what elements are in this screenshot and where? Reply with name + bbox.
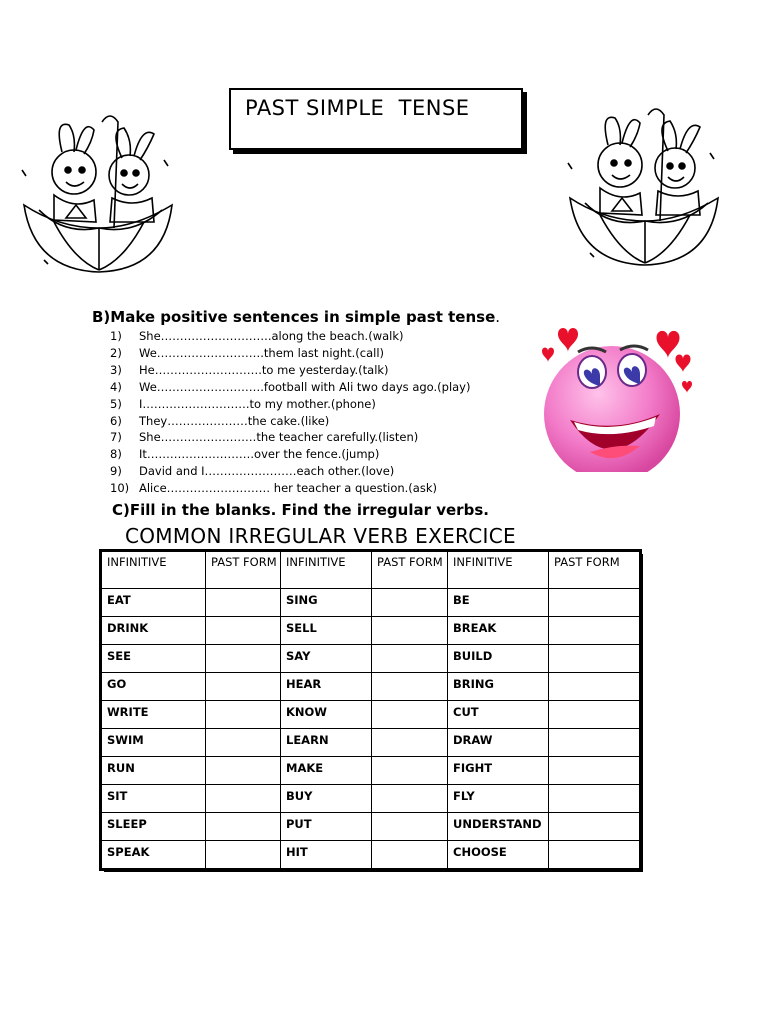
item-text: She………………………..along the beach.(walk) xyxy=(139,329,404,343)
table-row xyxy=(102,701,640,729)
past-form-blank[interactable] xyxy=(549,701,640,729)
past-form-blank[interactable] xyxy=(549,673,640,701)
list-item xyxy=(110,396,470,413)
infinitive-cell: UNDERSTAND xyxy=(448,813,549,841)
list-item xyxy=(110,362,470,379)
past-form-blank[interactable] xyxy=(206,729,281,757)
infinitive-cell: GO xyxy=(102,673,206,701)
item-number: 7) xyxy=(110,430,122,445)
past-form-blank[interactable] xyxy=(206,701,281,729)
list-item xyxy=(110,328,470,345)
list-item xyxy=(110,446,470,463)
item-number: 8) xyxy=(110,447,122,462)
past-form-blank[interactable] xyxy=(372,645,448,673)
table-row xyxy=(102,757,640,785)
item-text: We……………………….football with Ali two days ago.(play) xyxy=(139,379,471,394)
page-title-box xyxy=(229,88,523,150)
header-infinitive: INFINITIVE xyxy=(448,552,549,589)
item-number: 2) xyxy=(110,345,122,360)
item-number: 4) xyxy=(110,379,122,394)
list-item xyxy=(110,463,470,480)
past-form-blank[interactable] xyxy=(372,757,448,785)
page-title: PAST SIMPLE TENSE xyxy=(245,96,470,120)
header-infinitive: INFINITIVE xyxy=(281,552,372,589)
section-c-heading-period: . xyxy=(483,501,489,519)
list-item xyxy=(110,345,470,362)
bunny-boat-illustration-right xyxy=(560,103,725,273)
past-form-blank[interactable] xyxy=(372,617,448,645)
past-form-blank[interactable] xyxy=(372,785,448,813)
infinitive-cell: BE xyxy=(448,589,549,617)
infinitive-cell: FLY xyxy=(448,785,549,813)
header-past-form: PAST FORM xyxy=(206,552,281,589)
header-past-form: PAST FORM xyxy=(372,552,448,589)
table-header-row xyxy=(102,552,640,589)
table-row xyxy=(102,841,640,869)
header-infinitive: INFINITIVE xyxy=(102,552,206,589)
past-form-blank[interactable] xyxy=(549,757,640,785)
past-form-blank[interactable] xyxy=(206,785,281,813)
past-form-blank[interactable] xyxy=(206,757,281,785)
infinitive-cell: CUT xyxy=(448,701,549,729)
infinitive-cell: DRAW xyxy=(448,729,549,757)
infinitive-cell: SPEAK xyxy=(102,841,206,869)
table-row xyxy=(102,813,640,841)
list-item xyxy=(110,429,470,446)
table-row xyxy=(102,673,640,701)
item-text: David and I……………………each other.(love) xyxy=(139,464,395,479)
item-number: 5) xyxy=(110,396,122,411)
infinitive-cell: SIT xyxy=(102,785,206,813)
item-text: Alice……………………… her teacher a question.(ask) xyxy=(139,481,437,496)
item-text: He……………………….to me yesterday.(talk) xyxy=(139,362,389,377)
infinitive-cell: SWIM xyxy=(102,729,206,757)
item-number: 1) xyxy=(110,329,122,343)
past-form-blank[interactable] xyxy=(549,589,640,617)
item-text: We……………………….them last night.(call) xyxy=(139,345,385,360)
infinitive-cell: WRITE xyxy=(102,701,206,729)
item-text: I……………………….to my mother.(phone) xyxy=(139,396,376,411)
infinitive-cell: DRINK xyxy=(102,617,206,645)
item-text: They…………………the cake.(like) xyxy=(139,413,330,428)
infinitive-cell: KNOW xyxy=(281,701,372,729)
infinitive-cell: RUN xyxy=(102,757,206,785)
infinitive-cell: FIGHT xyxy=(448,757,549,785)
infinitive-cell: BREAK xyxy=(448,617,549,645)
past-form-blank[interactable] xyxy=(549,841,640,869)
infinitive-cell: EAT xyxy=(102,589,206,617)
list-item xyxy=(110,413,470,430)
infinitive-cell: SEE xyxy=(102,645,206,673)
infinitive-cell: CHOOSE xyxy=(448,841,549,869)
list-item xyxy=(110,379,470,396)
past-form-blank[interactable] xyxy=(206,673,281,701)
past-form-blank[interactable] xyxy=(372,813,448,841)
bunny-boat-illustration-left xyxy=(14,110,179,280)
list-item xyxy=(110,480,470,497)
past-form-blank[interactable] xyxy=(372,701,448,729)
section-b-heading-period: . xyxy=(495,308,501,326)
section-c-heading-text: C)Fill in the blanks. Find the irregular verbs xyxy=(112,501,484,519)
table-row xyxy=(102,729,640,757)
infinitive-cell: SELL xyxy=(281,617,372,645)
table-row xyxy=(102,785,640,813)
past-form-blank[interactable] xyxy=(372,841,448,869)
infinitive-cell: HIT xyxy=(281,841,372,869)
past-form-blank[interactable] xyxy=(206,813,281,841)
past-form-blank[interactable] xyxy=(549,617,640,645)
section-b-heading xyxy=(92,308,500,326)
item-text: She…………………….the teacher carefully.(listen) xyxy=(139,430,419,445)
infinitive-cell: HEAR xyxy=(281,673,372,701)
item-number: 9) xyxy=(110,464,122,479)
infinitive-cell: SAY xyxy=(281,645,372,673)
past-form-blank[interactable] xyxy=(206,645,281,673)
infinitive-cell: BRING xyxy=(448,673,549,701)
past-form-blank[interactable] xyxy=(549,729,640,757)
item-number: 3) xyxy=(110,362,122,377)
past-form-blank[interactable] xyxy=(206,841,281,869)
item-number: 6) xyxy=(110,413,122,428)
infinitive-cell: LEARN xyxy=(281,729,372,757)
past-form-blank[interactable] xyxy=(206,617,281,645)
infinitive-cell: PUT xyxy=(281,813,372,841)
past-form-blank[interactable] xyxy=(549,645,640,673)
infinitive-cell: SLEEP xyxy=(102,813,206,841)
verb-table xyxy=(101,551,640,869)
infinitive-cell: MAKE xyxy=(281,757,372,785)
infinitive-cell: BUY xyxy=(281,785,372,813)
header-past-form: PAST FORM xyxy=(549,552,640,589)
table-row xyxy=(102,589,640,617)
sentence-list xyxy=(110,328,470,497)
section-b-heading-text: B)Make positive sentences in simple past tense xyxy=(92,308,496,326)
past-form-blank[interactable] xyxy=(372,673,448,701)
item-number: 10) xyxy=(110,481,130,496)
item-text: It……………………….over the fence.(jump) xyxy=(139,447,380,462)
infinitive-cell: BUILD xyxy=(448,645,549,673)
love-smiley-icon xyxy=(540,322,700,472)
past-form-blank[interactable] xyxy=(372,589,448,617)
past-form-blank[interactable] xyxy=(549,785,640,813)
table-row xyxy=(102,645,640,673)
past-form-blank[interactable] xyxy=(372,729,448,757)
past-form-blank[interactable] xyxy=(206,589,281,617)
section-c-heading xyxy=(112,501,489,519)
infinitive-cell: SING xyxy=(281,589,372,617)
table-title: COMMON IRREGULAR VERB EXERCICE xyxy=(125,524,516,548)
table-row xyxy=(102,617,640,645)
past-form-blank[interactable] xyxy=(549,813,640,841)
